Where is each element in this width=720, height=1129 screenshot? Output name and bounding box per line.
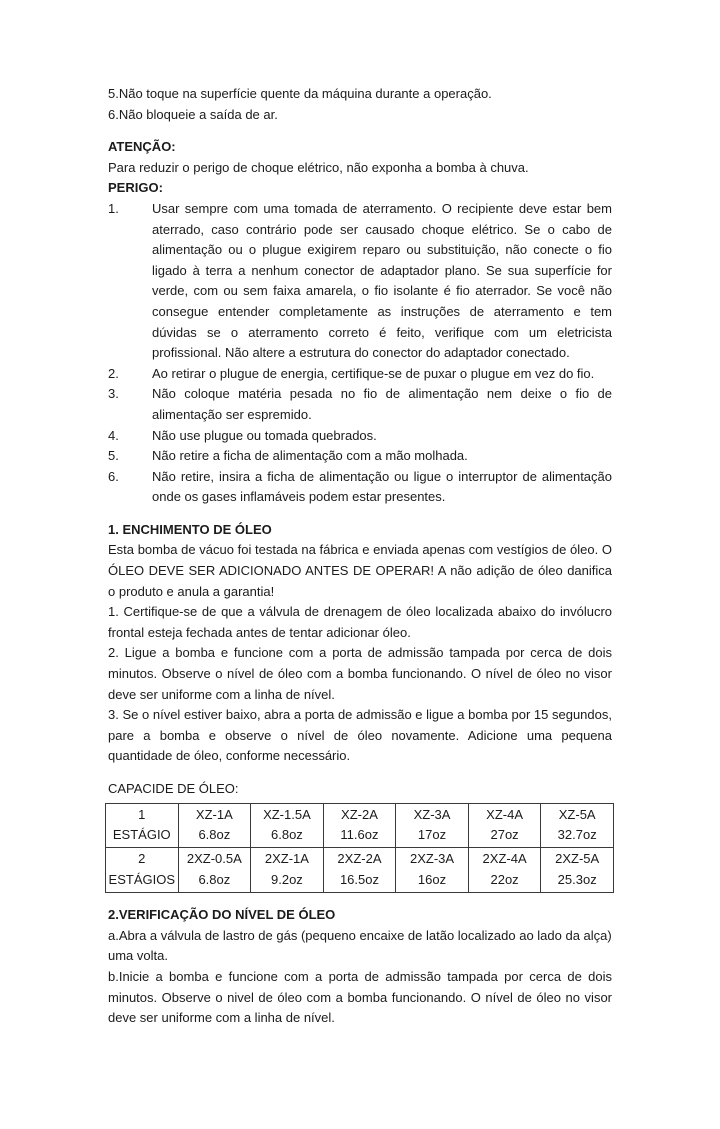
danger-item-text: Não coloque matéria pesada no fio de alimentação nem deixe o fio de alimentação ser espremido.	[152, 386, 612, 422]
danger-item-text: Usar sempre com uma tomada de aterramento. O recipiente deve estar bem aterrado, caso contrário pode ser causado choque elétrico. Se o cabo de alimentação ou o plugue exigirem reparo ou substituição, não conecte o fio ligado à terra a nenhum conector de adaptador plano. Se sua superfície for verde, com ou sem faixa amarela, o fio isolante é fio aterrador. Se você não consegue entender completamente as instruções de aterramento e tem dúvidas se o aterramento correto é feito, verifique com um eletricista profissional. Não altere a estrutura do conector do adaptador conectado.	[152, 200, 612, 361]
model-capacity: 25.3oz	[557, 871, 597, 887]
danger-item-number: 6.	[108, 468, 119, 484]
bottom-margin	[108, 1029, 612, 1129]
stage-number: 2	[138, 851, 146, 867]
stage-word: ESTÁGIO	[112, 827, 171, 842]
danger-item-3	[108, 384, 612, 425]
model-name: XZ-1.5A	[263, 806, 311, 822]
model-capacity: 11.6oz	[340, 827, 379, 842]
danger-item-number: 4.	[108, 427, 119, 443]
table-row-1-stage	[106, 803, 614, 848]
model-capacity: 16oz	[417, 871, 447, 887]
model-name: 2XZ-1A	[264, 851, 309, 867]
oil-filling-step-3: 3. Se o nível estiver baixo, abra a porta de admissão e ligue a bomba por 15 segundos, pare a bomba e observe o nível de óleo novamente. Adicione uma pequena quantidade de óleo, conforme necessário.	[108, 707, 612, 764]
section-gap	[108, 125, 612, 137]
model-name: 2XZ-3A	[409, 851, 455, 867]
danger-heading: PERIGO:	[108, 180, 163, 196]
oil-filling-paragraph: Esta bomba de vácuo foi testada na fábrica e enviada apenas com vestígios de óleo. O ÓLEO DEVE SER ADICIONADO ANTES DE OPERAR! A não adição de óleo danifica o produto e anula a garantia!	[108, 542, 612, 599]
model-name: 2XZ-0.5A	[186, 851, 242, 867]
danger-item-text: Não retire a ficha de alimentação com a mão molhada.	[152, 448, 468, 464]
model-capacity: 17oz	[417, 827, 447, 842]
model-name: XZ-1A	[195, 806, 233, 822]
model-capacity: 32.7oz	[557, 827, 597, 842]
danger-item-6	[108, 467, 612, 508]
danger-item-2	[108, 364, 612, 385]
model-capacity: 6.8oz	[198, 827, 231, 842]
danger-item-text: Ao retirar o plugue de energia, certifique-se de puxar o plugue em vez do fio.	[152, 365, 595, 381]
table-cell	[541, 803, 614, 848]
section-gap	[108, 767, 612, 779]
oil-level-check-step-a: a.Abra a válvula de lastro de gás (pequeno encaixe de latão localizado ao lado da alça) uma volta.	[108, 927, 612, 964]
danger-item-4	[108, 426, 612, 447]
danger-item-5	[108, 446, 612, 467]
table-cell	[396, 803, 469, 848]
model-name: XZ-2A	[341, 806, 378, 822]
oil-capacity-heading: CAPACIDE DE ÓLEO:	[108, 781, 239, 796]
model-capacity: 27oz	[490, 827, 519, 842]
table-cell	[178, 803, 251, 848]
table-cell	[251, 848, 324, 893]
table-cell	[323, 848, 396, 893]
section-gap	[108, 893, 612, 905]
table-cell	[541, 848, 614, 893]
danger-item-number: 2.	[108, 365, 119, 381]
oil-level-check-heading: 2.VERIFICAÇÃO DO NÍVEL DE ÓLEO	[108, 907, 336, 923]
model-capacity: 6.8oz	[198, 871, 231, 887]
intro-note-6: 6.Não bloqueie a saída de ar.	[108, 106, 278, 122]
stage-word: ESTÁGIOS	[108, 871, 176, 887]
danger-item-number: 1.	[108, 200, 119, 216]
attention-heading: ATENÇÃO:	[108, 139, 176, 155]
stage-number: 1	[138, 806, 146, 822]
model-capacity: 6.8oz	[271, 827, 303, 842]
model-capacity: 16.5oz	[339, 871, 379, 887]
model-name: XZ-3A	[413, 806, 451, 822]
intro-note-5: 5.Não toque na superfície quente da máquina durante a operação.	[108, 86, 492, 101]
danger-item-1	[108, 199, 612, 364]
table-cell	[323, 803, 396, 848]
model-name: 2XZ-4A	[482, 851, 527, 867]
danger-item-number: 5.	[108, 448, 119, 464]
section-gap	[108, 508, 612, 520]
table-cell	[178, 848, 251, 893]
oil-filling-heading: 1. ENCHIMENTO DE ÓLEO	[108, 521, 272, 537]
table-cell	[468, 848, 541, 893]
danger-item-text: Não retire, insira a ficha de alimentação ou ligue o interruptor de alimentação onde os gases inflamáveis podem estar presentes.	[152, 468, 612, 505]
model-name: XZ-4A	[486, 806, 524, 822]
attention-body: Para reduzir o perigo de choque elétrico, não exponha a bomba à chuva.	[108, 159, 529, 175]
oil-capacity-table	[105, 803, 614, 894]
model-name: 2XZ-2A	[337, 851, 382, 867]
table-row-2-stages	[106, 848, 614, 893]
table-cell	[468, 803, 541, 848]
model-name: XZ-5A	[558, 806, 596, 822]
model-capacity: 9.2oz	[271, 871, 303, 887]
model-name: 2XZ-5A	[555, 851, 600, 867]
table-cell	[251, 803, 324, 848]
table-cell-stage-label	[106, 803, 179, 848]
danger-item-text: Não use plugue ou tomada quebrados.	[152, 427, 377, 443]
table-cell	[396, 848, 469, 893]
model-capacity: 22oz	[490, 871, 519, 887]
oil-filling-step-1: 1. Certifique-se de que a válvula de drenagem de óleo localizada abaixo do invólucro frontal esteja fechada antes de tentar adicionar óleo.	[108, 604, 612, 640]
oil-filling-step-2: 2. Ligue a bomba e funcione com a porta de admissão tampada por cerca de dois minutos. Observe o nível de óleo com a bomba funcionando. O nível de óleo no visor deve ser uniforme com a linha de nível.	[108, 645, 612, 702]
danger-item-number: 3.	[108, 386, 119, 402]
table-cell-stage-label	[106, 848, 179, 893]
oil-level-check-step-b: b.Inicie a bomba e funcione com a porta de admissão tampada por cerca de dois minutos. Observe o nivel de óleo com a bomba funcionando. O nível de óleo no visor deve ser uniforme com a linha de nível.	[108, 969, 612, 1026]
